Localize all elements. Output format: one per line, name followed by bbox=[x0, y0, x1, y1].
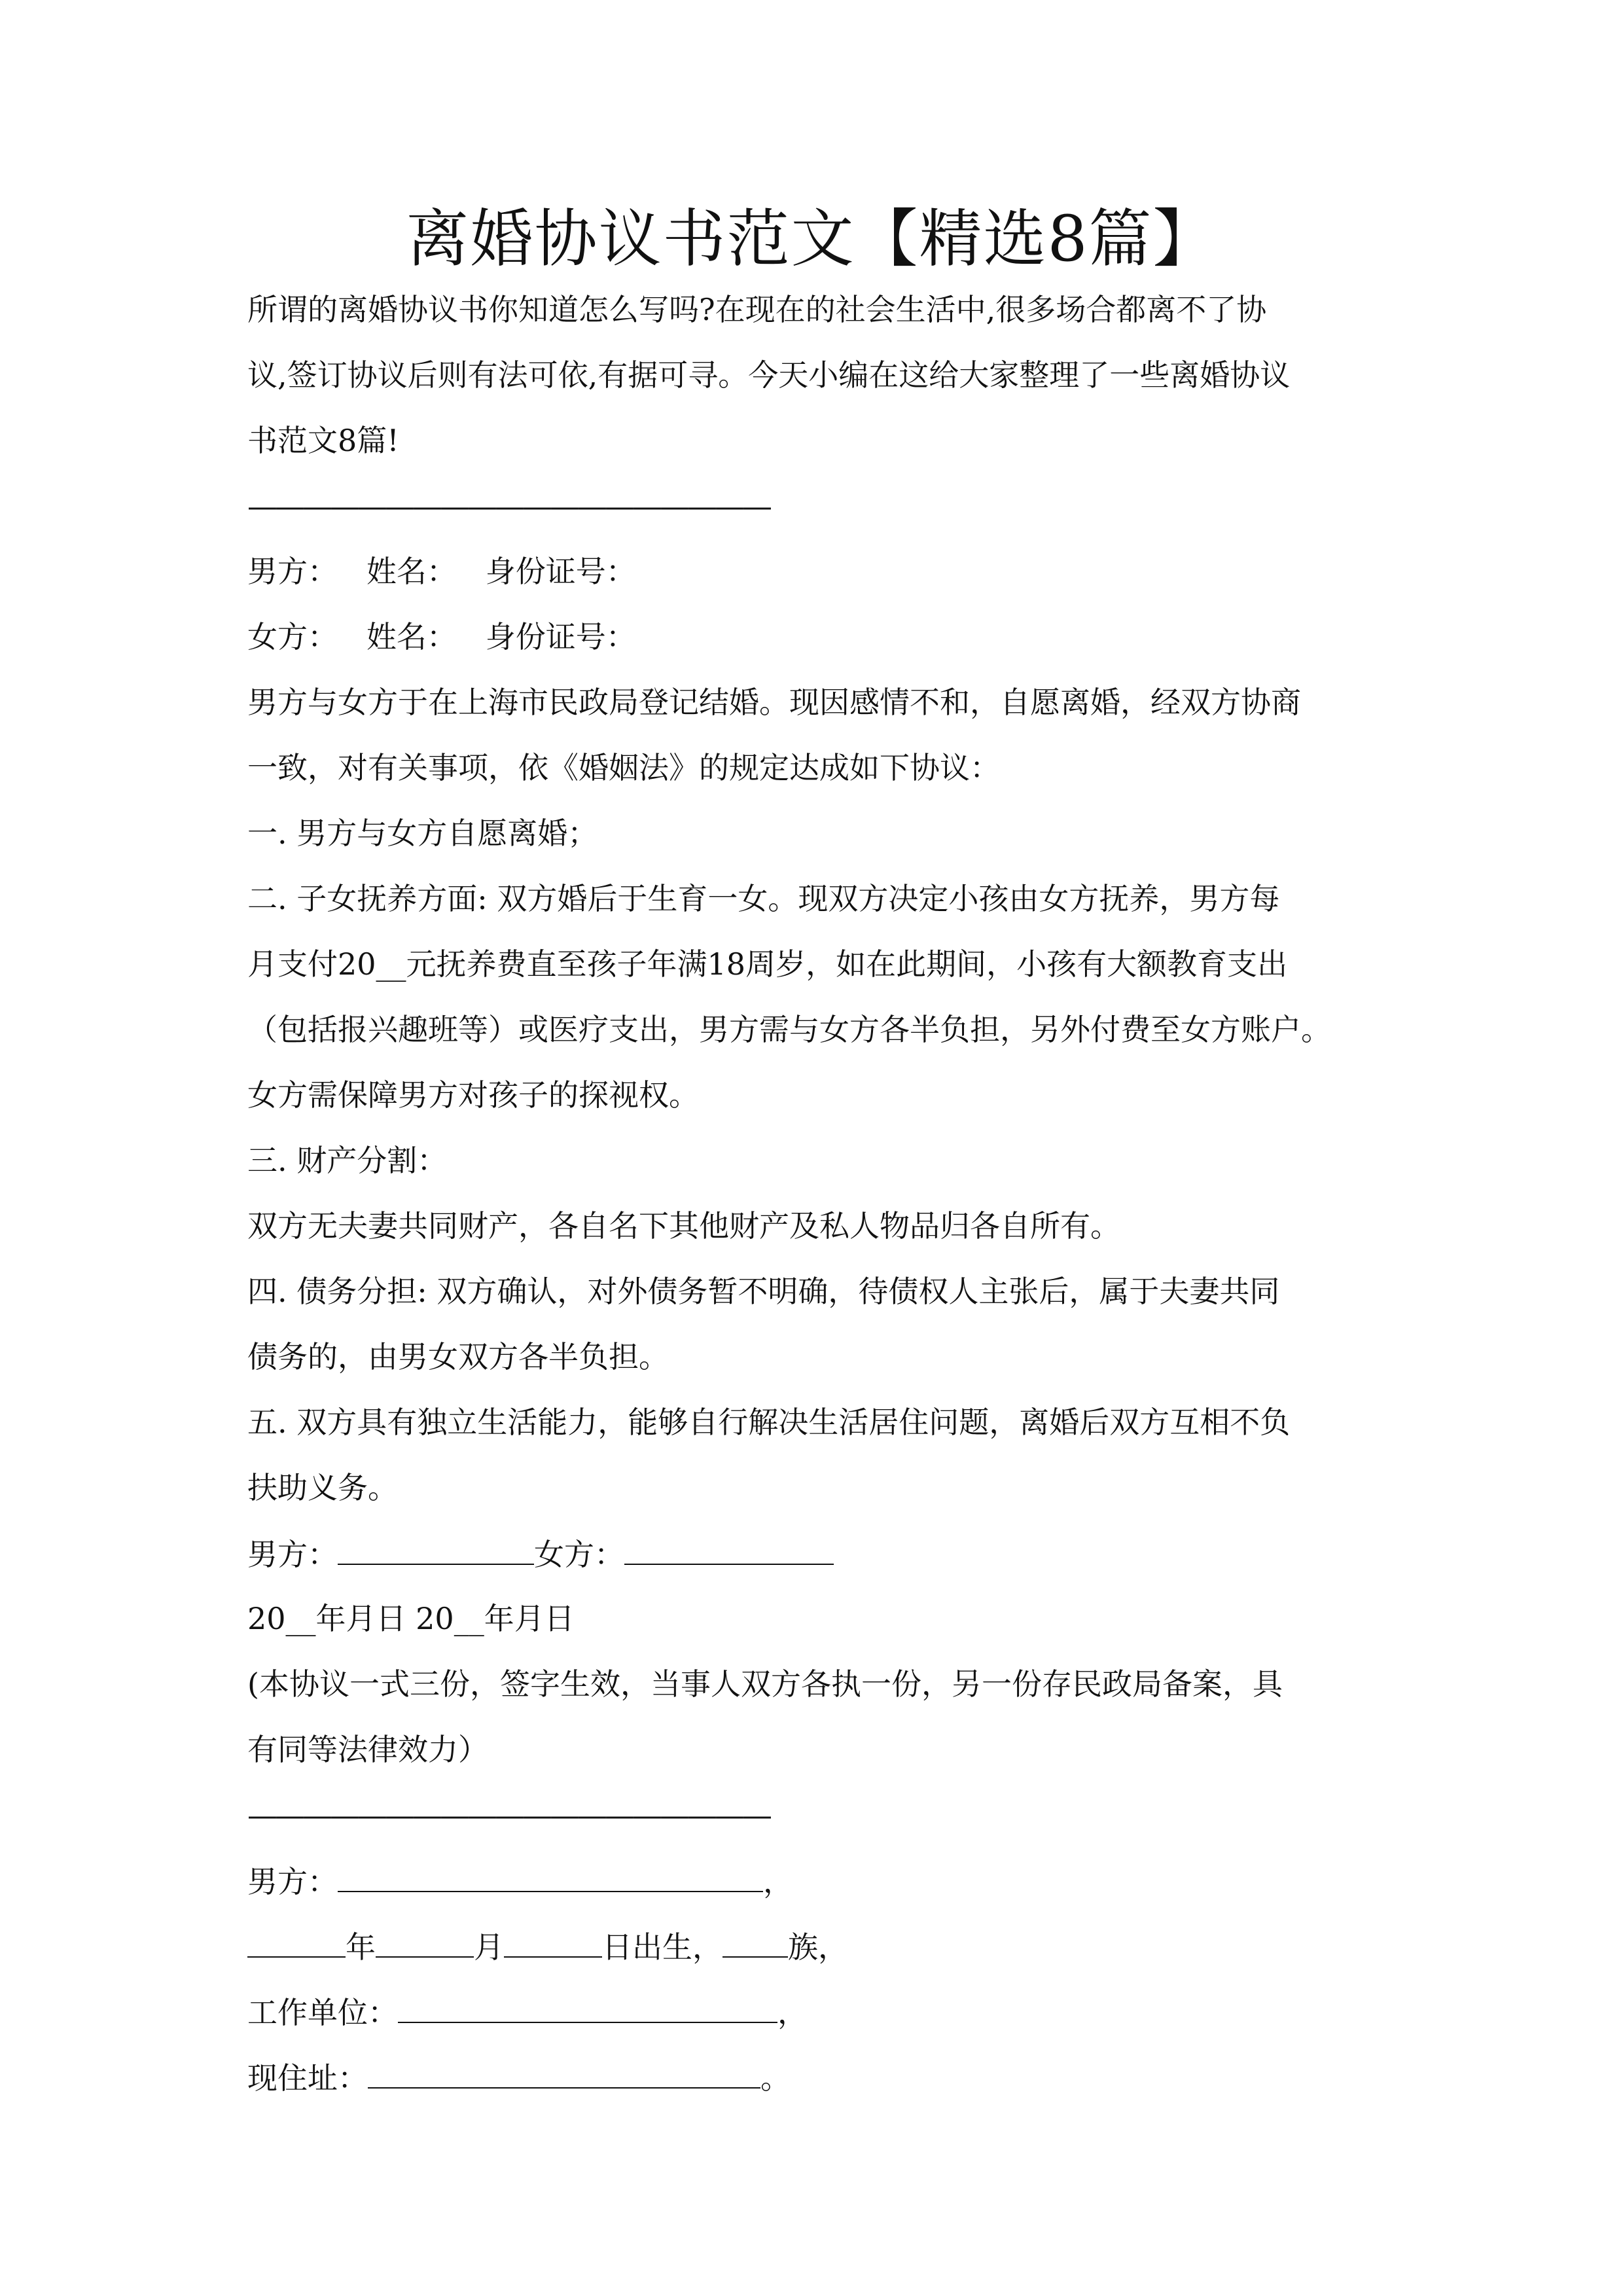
address-blank bbox=[368, 2057, 760, 2089]
clause-4-line-1: 四. 债务分担: 双方确认，对外债务暂不明确，待债权人主张后，属于夫妻共同 bbox=[247, 1274, 1280, 1309]
birth-month-blank bbox=[376, 1926, 474, 1958]
birth-label: 日出生， bbox=[602, 1929, 722, 1965]
birth-year-blank bbox=[247, 1926, 346, 1958]
intro-line-1: 所谓的离婚协议书你知道怎么写吗?在现在的社会生活中,很多场合都离不了协 bbox=[247, 292, 1267, 327]
sign-female-label: 女方： bbox=[534, 1537, 624, 1572]
separator-2: ——————————————————— bbox=[247, 1797, 770, 1833]
male-party-line: 男方： 姓名： 身份证号： bbox=[247, 554, 636, 589]
ethnic-blank bbox=[722, 1926, 788, 1958]
signature-line bbox=[247, 1534, 1380, 1574]
clause-3-heading: 三. 财产分割： bbox=[247, 1143, 448, 1178]
sign-male-label: 男方： bbox=[247, 1537, 338, 1572]
clause-2-line-2: 月支付20__元抚养费直至孩子年满18周岁，如在此期间，小孩有大额教育支出 bbox=[247, 946, 1288, 982]
agreement2-male-comma: ， bbox=[763, 1864, 793, 1899]
clause-2-line-4: 女方需保障男方对孩子的探视权。 bbox=[247, 1077, 699, 1113]
clause-5-line-1: 五. 双方具有独立生活能力，能够自行解决生活居住问题，离婚后双方互相不负 bbox=[247, 1405, 1291, 1440]
preamble-line-1: 男方与女方于在上海市民政局登记结婚。现因感情不和，自愿离婚，经双方协商 bbox=[247, 685, 1301, 720]
clause-4-line-2: 债务的，由男女双方各半负担。 bbox=[247, 1339, 669, 1374]
clause-5-line-2: 扶助义务。 bbox=[247, 1470, 398, 1505]
intro-line-3: 书范文8篇! bbox=[247, 423, 399, 458]
date-line: 20__年月日 20__年月日 bbox=[247, 1601, 575, 1636]
agreement2-male-line bbox=[247, 1861, 1380, 1901]
month-label: 月 bbox=[474, 1929, 504, 1965]
workplace-blank bbox=[398, 1992, 777, 2023]
clause-1: 一. 男方与女方自愿离婚； bbox=[247, 816, 598, 851]
male-signature-blank bbox=[338, 1534, 534, 1565]
year-label: 年 bbox=[346, 1929, 376, 1965]
address-label: 现住址： bbox=[247, 2060, 368, 2096]
preamble-line-2: 一致，对有关事项，依《婚姻法》的规定达成如下协议： bbox=[247, 750, 1000, 785]
birth-line bbox=[247, 1926, 1380, 1967]
workplace-line bbox=[247, 1992, 1380, 2032]
female-party-line: 女方： 姓名： 身份证号： bbox=[247, 619, 636, 655]
address-line bbox=[247, 2057, 1380, 2098]
ethnic-label: 族， bbox=[788, 1929, 848, 1965]
agreement2-male-label: 男方： bbox=[247, 1864, 338, 1899]
workplace-label: 工作单位： bbox=[247, 1995, 398, 2030]
note-line-2: 有同等法律效力） bbox=[247, 1732, 488, 1767]
clause-2-line-3: （包括报兴趣班等）或医疗支出，男方需与女方各半负担，另外付费至女方账户。 bbox=[247, 1012, 1331, 1047]
agreement2-male-blank bbox=[338, 1861, 763, 1892]
female-signature-blank bbox=[624, 1534, 834, 1565]
separator-1: ——————————————————— bbox=[247, 488, 770, 524]
workplace-comma: ， bbox=[777, 1995, 808, 2030]
clause-2-line-1: 二. 子女抚养方面: 双方婚后于生育一女。现双方决定小孩由女方抚养，男方每 bbox=[247, 881, 1280, 916]
note-line-1: (本协议一式三份，签字生效，当事人双方各执一份，另一份存民政局备案，具 bbox=[247, 1666, 1283, 1702]
address-period: 。 bbox=[760, 2060, 791, 2096]
document-title: 离婚协议书范文【精选8篇】 bbox=[406, 202, 1217, 276]
birth-day-blank bbox=[504, 1926, 602, 1958]
intro-line-2: 议,签订协议后则有法可依,有据可寻。今天小编在这给大家整理了一些离婚协议 bbox=[247, 357, 1291, 393]
clause-3-body: 双方无夫妻共同财产，各自名下其他财产及私人物品归各自所有。 bbox=[247, 1208, 1120, 1244]
